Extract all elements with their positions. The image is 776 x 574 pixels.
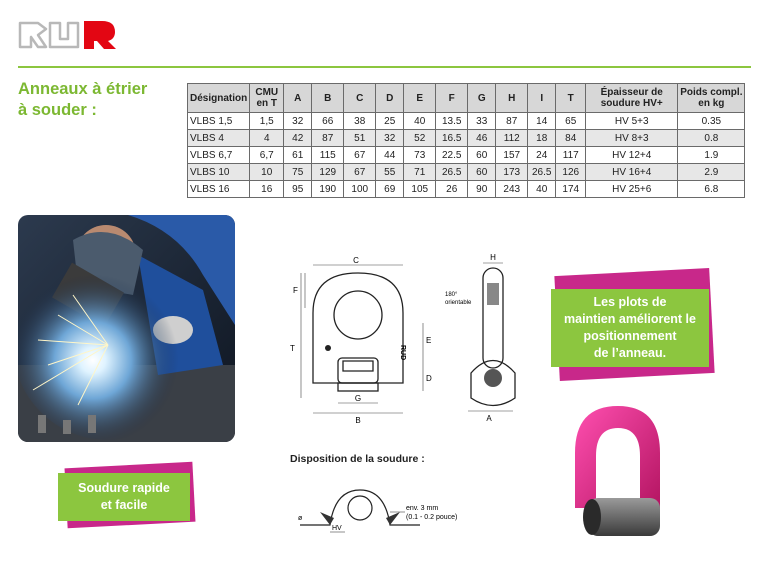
orient-label-1: 180° — [445, 292, 458, 298]
table-cell: HV 16+4 — [586, 164, 678, 181]
table-cell: 42 — [284, 130, 312, 147]
table-cell: 26.5 — [528, 164, 556, 181]
dim-b-label: B — [355, 416, 361, 425]
technical-drawing — [283, 253, 523, 428]
table-header-cell: I — [528, 84, 556, 113]
table-cell: 90 — [468, 181, 496, 198]
table-cell: 55 — [376, 164, 404, 181]
table-cell: 75 — [284, 164, 312, 181]
table-cell: 40 — [528, 181, 556, 198]
table-cell: 24 — [528, 147, 556, 164]
table-cell: 26.5 — [436, 164, 468, 181]
table-cell: 1.9 — [678, 147, 745, 164]
table-header-cell: C — [344, 84, 376, 113]
table-cell: 65 — [556, 113, 586, 130]
table-cell: VLBS 10 — [188, 164, 250, 181]
table-cell: 71 — [404, 164, 436, 181]
table-cell: 6,7 — [250, 147, 284, 164]
table-cell: HV 8+3 — [586, 130, 678, 147]
table-cell: VLBS 4 — [188, 130, 250, 147]
table-cell: HV 12+4 — [586, 147, 678, 164]
product-ring-photo — [560, 398, 670, 548]
table-cell: 66 — [312, 113, 344, 130]
table-cell: 243 — [496, 181, 528, 198]
table-header-cell: B — [312, 84, 344, 113]
table-cell: 173 — [496, 164, 528, 181]
dim-g-label: G — [354, 394, 362, 403]
weld-hv-label: HV — [332, 525, 342, 532]
table-cell: 32 — [376, 130, 404, 147]
dim-f-label: F — [293, 286, 298, 295]
table-header-cell: E — [404, 84, 436, 113]
callout-positioning: Les plots de maintien améliorent le positionnement de l’anneau. — [545, 272, 715, 382]
weld-title: Disposition de la soudure : — [290, 453, 425, 465]
table-cell: 67 — [344, 147, 376, 164]
table-header-cell: G — [468, 84, 496, 113]
table-cell: 10 — [250, 164, 284, 181]
table-header-row — [188, 84, 745, 113]
table-cell: VLBS 16 — [188, 181, 250, 198]
table-cell: 157 — [496, 147, 528, 164]
table-cell: 0.35 — [678, 113, 745, 130]
table-row — [188, 181, 745, 198]
table-row — [188, 164, 745, 181]
table-header-cell: T — [556, 84, 586, 113]
orient-label-2: orientable — [445, 300, 472, 306]
table-cell: 52 — [404, 130, 436, 147]
table-row — [188, 130, 745, 147]
table-cell: 87 — [496, 113, 528, 130]
table-cell: 46 — [468, 130, 496, 147]
table-cell: 69 — [376, 181, 404, 198]
table-cell: 115 — [312, 147, 344, 164]
table-cell: VLBS 1,5 — [188, 113, 250, 130]
table-cell: 73 — [404, 147, 436, 164]
weld-note-1: env. 3 mm — [406, 505, 439, 512]
table-cell: 40 — [404, 113, 436, 130]
weld-diagram — [290, 470, 480, 540]
table-cell: 1,5 — [250, 113, 284, 130]
table-cell: 14 — [528, 113, 556, 130]
weld-angle-label: ø — [298, 515, 303, 522]
table-cell: 100 — [344, 181, 376, 198]
table-cell: 33 — [468, 113, 496, 130]
table-cell: 6.8 — [678, 181, 745, 198]
table-cell: 0.8 — [678, 130, 745, 147]
table-cell: 26 — [436, 181, 468, 198]
table-cell: 38 — [344, 113, 376, 130]
table-row — [188, 113, 745, 130]
welding-photo — [18, 215, 235, 442]
table-cell: 190 — [312, 181, 344, 198]
table-cell: 4 — [250, 130, 284, 147]
table-header-cell: H — [496, 84, 528, 113]
table-header-cell: Poids compl. en kg — [678, 84, 745, 113]
dim-t-label: T — [290, 344, 295, 353]
table-cell: 87 — [312, 130, 344, 147]
section-heading: Anneaux à étrier à souder : — [18, 80, 148, 119]
dim-e-label: E — [426, 336, 432, 345]
rud-mark: RUD — [399, 345, 406, 361]
table-cell: 129 — [312, 164, 344, 181]
table-cell: 16 — [250, 181, 284, 198]
table-header-cell: A — [284, 84, 312, 113]
header-rule — [18, 66, 751, 68]
table-cell: 61 — [284, 147, 312, 164]
weld-note-2: (0.1 - 0.2 pouce) — [406, 514, 458, 521]
table-cell: HV 25+6 — [586, 181, 678, 198]
table-cell: 32 — [284, 113, 312, 130]
table-cell: 60 — [468, 147, 496, 164]
table-cell: 84 — [556, 130, 586, 147]
dim-h-label: H — [490, 253, 496, 262]
table-cell: 95 — [284, 181, 312, 198]
table-row — [188, 147, 745, 164]
spec-table — [187, 83, 745, 198]
table-cell: 105 — [404, 181, 436, 198]
table-cell: 13.5 — [436, 113, 468, 130]
dim-d-label: D — [426, 374, 432, 383]
table-cell: HV 5+3 — [586, 113, 678, 130]
table-cell: 126 — [556, 164, 586, 181]
dim-c-label: C — [353, 256, 359, 265]
table-header-cell: Désignation — [188, 84, 250, 113]
dim-a-label: A — [486, 414, 492, 423]
table-header-cell: D — [376, 84, 404, 113]
table-cell: 67 — [344, 164, 376, 181]
table-header-cell: F — [436, 84, 468, 113]
table-header-cell: CMU en T — [250, 84, 284, 113]
table-cell: 117 — [556, 147, 586, 164]
table-cell: 2.9 — [678, 164, 745, 181]
table-cell: 22.5 — [436, 147, 468, 164]
table-cell: 60 — [468, 164, 496, 181]
table-cell: 18 — [528, 130, 556, 147]
rud-logo — [18, 17, 118, 51]
table-cell: 44 — [376, 147, 404, 164]
table-header-cell: Épaisseur de soudure HV+ — [586, 84, 678, 113]
table-cell: 174 — [556, 181, 586, 198]
callout-welding: Soudure rapide et facile — [58, 465, 196, 529]
table-cell: 16.5 — [436, 130, 468, 147]
table-cell: VLBS 6,7 — [188, 147, 250, 164]
table-cell: 25 — [376, 113, 404, 130]
table-cell: 112 — [496, 130, 528, 147]
table-cell: 51 — [344, 130, 376, 147]
table-body — [188, 113, 745, 198]
